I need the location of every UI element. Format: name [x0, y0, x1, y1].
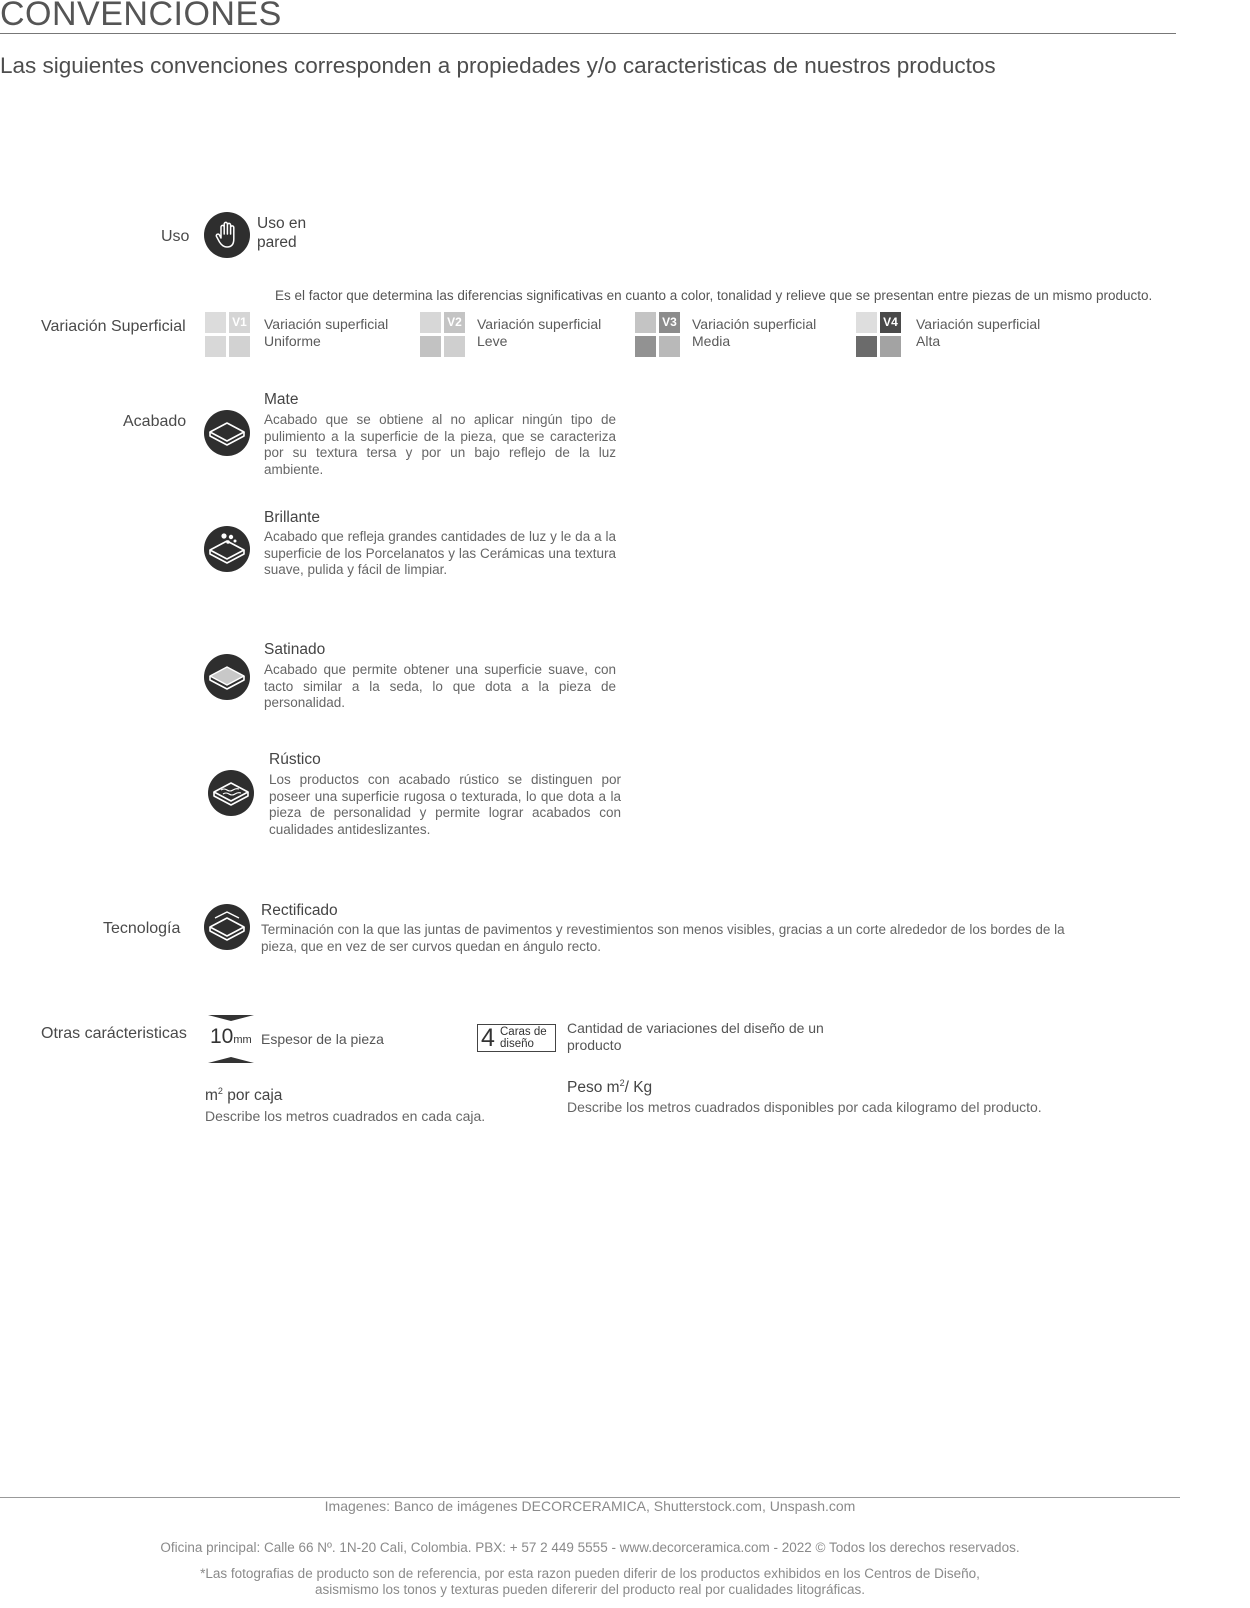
v3-line1: Variación superficial [692, 316, 817, 332]
hand-icon [204, 212, 250, 258]
rectificado-desc: Terminación con la que las juntas de pavimentos y revestimientos son menos visibles, gracias a un corte alrededor de los bordes de la pieza, que en vez de ser curvos quedan en ángulo recto. [261, 922, 1065, 954]
v2-text [477, 316, 601, 349]
satinado-name: Satinado [264, 641, 326, 658]
v3-tag: V3 [659, 312, 680, 333]
uso-label: Uso [161, 228, 190, 245]
footer-disclaimer-line2: asismismo los tonos y texturas pueden difererir del producto real por cualidades litográficas. [314, 1582, 866, 1597]
design-faces-badge [477, 1024, 556, 1052]
m2-desc: Describe los metros cuadrados en cada caja. [205, 1108, 486, 1124]
tecnologia-label: Tecnología [103, 920, 181, 937]
v3-line2: Media [692, 332, 731, 349]
variacion-label: Variación Superficial [41, 318, 186, 335]
footer-credits: Imagenes: Banco de imágenes DECORCERAMICA, Shutterstock.com, Unspash.com [324, 1498, 856, 1514]
rustico-name: Rústico [269, 751, 321, 768]
peso-title-sup: 2 [619, 1078, 625, 1088]
rustico-desc: Los productos con acabado rústico se distinguen por poseer una superficie rugosa o texturada, lo que dota a la pieza de personalidad y permite lograr acabados con cualidades antideslizantes. [269, 772, 621, 837]
v3-swatch [635, 312, 680, 357]
peso-desc: Describe los metros cuadrados disponibles por cada kilogramo del producto. [567, 1099, 1042, 1115]
v2-swatch [420, 312, 465, 357]
uso-text [257, 214, 306, 252]
v4-line1: Variación superficial [916, 316, 1041, 332]
mate-name: Mate [264, 391, 299, 408]
footer-disclaimer [0, 1566, 1180, 1598]
m2-title-pre: m [205, 1087, 218, 1105]
design-faces-label [500, 1027, 547, 1050]
v4-text [916, 316, 1040, 349]
page-title: CONVENCIONES [0, 0, 282, 33]
peso-title-pre: Peso m [567, 1079, 620, 1097]
rustic-tile-icon [208, 770, 254, 816]
design-faces-line1: Caras de [500, 1026, 547, 1038]
m2-title-sup: 2 [217, 1086, 223, 1096]
m2-title [205, 1081, 282, 1106]
footer-disclaimer-line1: *Las fotografias de producto son de referencia, por esta razon pueden diferir de los productos exhibidos en los Centros de Diseño, [200, 1566, 980, 1581]
v1-line2: Uniforme [264, 332, 321, 349]
variacion-intro: Es el factor que determina las diferencias significativas en cuanto a color, tonalidad y relieve que se presentan entre piezas de un mismo producto. [275, 288, 1153, 303]
glossy-tile-icon [204, 526, 250, 572]
thickness-number: 10 [210, 1025, 234, 1048]
v1-swatch [205, 312, 250, 357]
uso-text-line2: pared [257, 234, 297, 251]
satin-tile-icon [204, 654, 250, 700]
thickness-value [210, 1025, 252, 1049]
rectificado-name: Rectificado [261, 902, 338, 919]
caras-text: Cantidad de variaciones del diseño de un producto [567, 1020, 824, 1053]
espesor-text: Espesor de la pieza [261, 1031, 384, 1047]
thickness-unit: mm [233, 1034, 252, 1046]
v2-line2: Leve [477, 332, 508, 349]
acabado-label: Acabado [123, 413, 187, 430]
design-faces-line2: diseño [500, 1037, 534, 1050]
title-divider [0, 33, 1176, 34]
design-faces-number: 4 [481, 1024, 495, 1052]
thickness-icon [206, 1014, 256, 1064]
footer-office: Oficina principal: Calle 66 Nº. 1N-20 Cali, Colombia. PBX: + 57 2 449 5555 - www.decorceramica.com - 2022 © Todos los derechos reservados. [160, 1540, 1020, 1555]
mate-desc: Acabado que se obtiene al no aplicar ningún tipo de pulimiento a la superficie de la pieza, que se caracteriza por su textura tersa y por un bajo reflejo de la luz ambiente. [264, 412, 616, 477]
v4-swatch [856, 312, 901, 357]
satinado-desc: Acabado que permite obtener una superficie suave, con tacto similar a la seda, lo que dota a la pieza de personalidad. [264, 662, 616, 710]
v4-line2: Alta [916, 332, 941, 349]
otras-label: Otras carácteristicas [41, 1025, 187, 1042]
v3-text [692, 316, 816, 349]
uso-text-line1: Uso en [257, 215, 307, 232]
v2-line1: Variación superficial [477, 316, 602, 332]
matte-tile-icon [204, 410, 250, 456]
v1-line1: Variación superficial [264, 316, 389, 332]
peso-title-post: / Kg [624, 1079, 653, 1097]
page-subtitle: Las siguientes convenciones corresponden a propiedades y/o caracteristicas de nuestros productos [0, 53, 996, 78]
peso-title [567, 1073, 652, 1098]
brillante-name: Brillante [264, 509, 320, 526]
v4-tag: V4 [880, 312, 901, 333]
v2-tag: V2 [444, 312, 465, 333]
brillante-desc: Acabado que refleja grandes cantidades de luz y le da a la superficie de los Porcelanatos y las Cerámicas una textura suave, pulida y fácil de limpiar. [264, 529, 616, 577]
v1-tag: V1 [229, 312, 250, 333]
v1-text [264, 316, 388, 349]
m2-title-post: por caja [222, 1087, 283, 1105]
rectified-tile-icon [204, 904, 250, 950]
